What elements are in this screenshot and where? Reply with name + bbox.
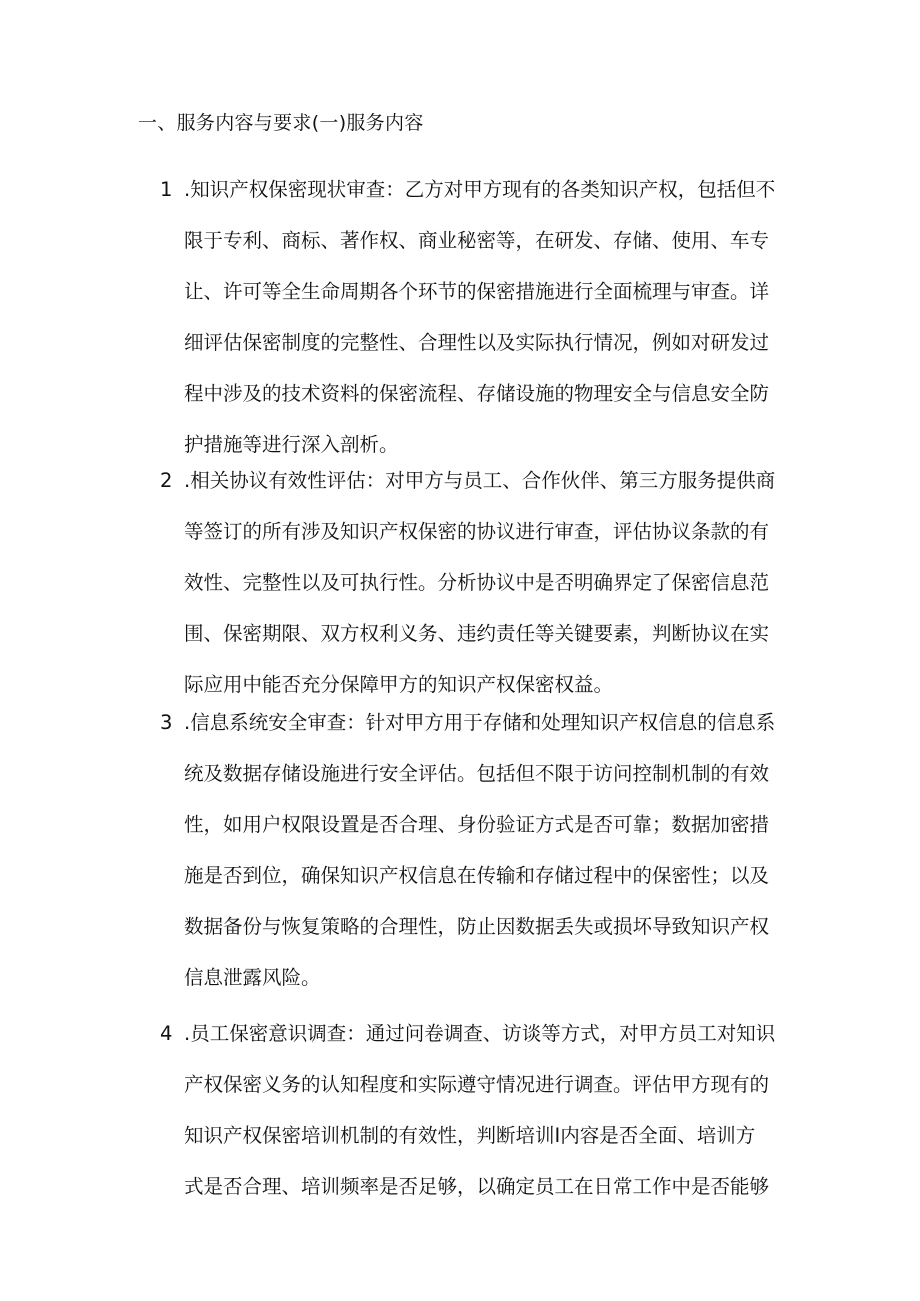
list-item xyxy=(160,164,790,470)
item-text-line: 等签订的所有涉及知识产权保密的协议进行审查，评估协议条款的有 xyxy=(184,520,770,543)
item-text-line: 数据备份与恢复策略的合理性，防止因数据丢失或损坏导致知识产权 xyxy=(184,915,770,938)
item-text-line: 际应用中能否充分保障甲方的知识产权保密权益。 xyxy=(184,673,614,696)
item-text-line: 护措施等进行深入剖析。 xyxy=(184,433,399,456)
item-text-line: 围、保密期限、双方权利义务、违约责任等关键要素，判断协议在实 xyxy=(184,622,770,645)
item-text-line: 让、许可等全生命周期各个环节的保密措施进行全面梳理与审查。详 xyxy=(184,280,770,303)
list-item xyxy=(160,1008,790,1212)
item-number: 2 xyxy=(160,469,173,492)
item-text-line: .相关协议有效性评估：对甲方与员工、合作伙伴、第三方服务提供商 xyxy=(184,469,776,492)
item-number: 1 xyxy=(160,178,173,201)
item-text-line: .知识产权保密现状审查：乙方对甲方现有的各类知识产权，包括但不 xyxy=(184,178,776,201)
item-text-line: .员工保密意识调查：通过问卷调查、访谈等方式，对甲方员工对知识 xyxy=(184,1022,776,1045)
item-number: 4 xyxy=(160,1022,173,1045)
item-text-line: 信息泄露风险。 xyxy=(184,966,321,989)
item-text-line: .信息系统安全审查：针对甲方用于存储和处理知识产权信息的信息系 xyxy=(184,711,776,734)
item-text-line: 知识产权保密培训机制的有效性，判断培训I内容是否全面、培训方 xyxy=(184,1124,756,1147)
section-heading: 一、服务内容与要求(一)服务内容 xyxy=(138,112,424,134)
item-text-line: 产权保密义务的认知程度和实际遵守情况进行调查。评估甲方现有的 xyxy=(184,1073,770,1096)
item-text-line: 程中涉及的技术资料的保密流程、存储设施的物理安全与信息安全防 xyxy=(184,382,770,405)
item-text-line: 细评估保密制度的完整性、合理性以及实际执行情况，例如对研发过 xyxy=(184,331,770,354)
item-text-line: 限于专利、商标、著作权、商业秘密等，在研发、存储、使用、车专 xyxy=(184,229,770,252)
item-number: 3 xyxy=(160,711,173,734)
item-text-line: 施是否到位，确保知识产权信息在传输和存储过程中的保密性；以及 xyxy=(184,864,770,887)
item-text-line: 式是否合理、培训频率是否足够，以确定员工在日常工作中是否能够 xyxy=(184,1175,770,1198)
item-text-line: 效性、完整性以及可执行性。分析协议中是否明确界定了保密信息范 xyxy=(184,571,770,594)
list-item xyxy=(160,697,790,1003)
list-item xyxy=(160,455,790,710)
item-text-line: 性，如用户权限设置是否合理、身份验证方式是否可靠；数据加密措 xyxy=(184,813,770,836)
item-text-line: 统及数据存储设施进行安全评估。包括但不限于访问控制机制的有效 xyxy=(184,762,770,785)
